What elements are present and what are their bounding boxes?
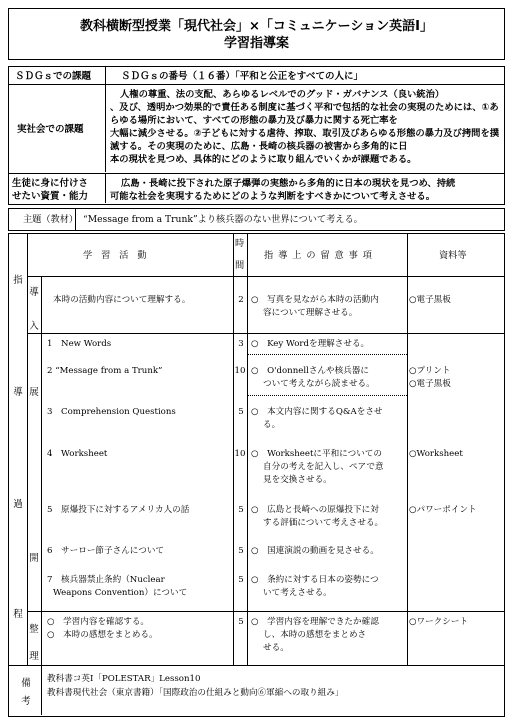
row-activity: 1 New Words (47, 339, 112, 349)
society-line-4: 本の現状を見つめ、具体的にどのように取り組んでいくかが課題である。 (110, 154, 417, 165)
row-time: 5 (238, 505, 244, 515)
row-activity: ○ 学習内容を確認する。 (47, 617, 150, 627)
remarks-label-2: 考 (21, 696, 31, 707)
row-note: する評価について考えさせる。 (263, 518, 384, 528)
label-intro-1: 導 (29, 287, 39, 298)
remarks-label-1: 備 (21, 678, 31, 689)
row-note: ○ 国連演説の動画を見させる。 (251, 546, 379, 556)
title-line2: 学習指導案 (223, 36, 289, 51)
label-dev-1: 展 (29, 387, 39, 398)
header-time-2: 間 (235, 260, 245, 271)
row-note: 見を交換させる。 (263, 475, 332, 485)
remarks-line-2: 教科書現代社会（東京書籍）「国際政治の仕組みと動向⑥軍縮への取り組み」 (47, 688, 344, 698)
ability-label-1: 生徒に身に付けさ (12, 178, 89, 189)
ability-row (8, 174, 505, 205)
row-note: ○ 本文内容に関するQ&Aをさせ (251, 407, 383, 417)
header-materials: 資料等 (439, 250, 467, 261)
society-line-1: 人権の尊重、法の支配、あらゆるレベルでのグッド・ガバナンス（良い統治） (120, 89, 445, 100)
label-tei: 程 (13, 609, 23, 620)
activity-table (8, 233, 505, 666)
row-note: せる。 (263, 643, 289, 653)
row-note: ついて考えながら読ませる。 (263, 379, 375, 389)
row-material: ○電子黒板 (409, 295, 451, 305)
theme-value: “Message from a Trunk”より核兵器のない世界について考える。 (83, 214, 363, 225)
row-activity: 6 サーロー節子さんについて (47, 546, 165, 556)
row-material: ○ワークシート (409, 617, 469, 627)
row-activity: Weapons Convention）について (53, 588, 188, 598)
remarks-row (8, 666, 505, 717)
sdgs-value: ＳＤＧｓの番号（１６番）「平和と公正をすべての人に」 (121, 71, 364, 82)
remarks-line-1: 教科書コ英Ⅰ「POLESTAR」Lesson10 (47, 674, 201, 684)
label-dev-2: 開 (29, 553, 39, 564)
row-note: ○ Worksheetに平和についての (251, 449, 382, 459)
society-text (110, 88, 500, 166)
row-activity: ○ 本時の感想をまとめる。 (47, 630, 158, 640)
row-activity: 本時の活動内容について理解する。 (53, 295, 191, 305)
row-time: 2 (238, 295, 244, 305)
row-material: ○パワーポイント (409, 505, 477, 515)
ability-label-2: せたい資質・能力 (12, 191, 89, 202)
row-note: ○ 学習内容を理解できたか確認 (251, 617, 379, 627)
title-box (8, 8, 505, 60)
row-time: 3 (238, 339, 244, 349)
row-note: 容について理解させる。 (263, 308, 358, 318)
row-note: ○ 条約に対する日本の姿勢につ (251, 575, 379, 585)
row-activity: 3 Comprehension Questions (47, 407, 176, 417)
row-material: ○電子黒板 (409, 379, 451, 389)
row-note: る。 (263, 420, 281, 430)
row-note: ○ Key Wordを理解させる。 (251, 339, 370, 349)
row-note: ○ 写真を見ながら本時の活動内 (251, 295, 379, 305)
row-time: 5 (238, 617, 244, 627)
header-notes: 指 導 上 の 留 意 事 項 (264, 250, 373, 261)
sdgs-row (8, 66, 505, 85)
label-intro-2: 入 (29, 321, 39, 332)
ability-line-1: 広島・長崎に投下された原子爆弾の実態から多角的に日本の現状を見つめ、持続 (121, 178, 456, 189)
society-line-3: 大幅に減少させる。②子どもに対する虐待、搾取、取引及びあらゆる形態の暴力及び拷問を撲滅する。その実現のために、広島・長崎の核兵器の被害から多角的に日 (110, 128, 500, 152)
label-ka: 過 (13, 499, 23, 510)
society-label: 実社会での課題 (17, 124, 84, 135)
row-time: 5 (238, 407, 244, 417)
row-note: いて考えさせる。 (263, 588, 332, 598)
row-note: 自分の考えを記入し、ペアで意 (263, 462, 384, 472)
title-line1: 教科横断型授業「現代社会」×「コミュニケーション英語Ⅰ」 (80, 19, 433, 34)
header-activity: 学 習 活 動 (83, 250, 150, 261)
row-note: ○ O'donnellさんや核兵器に (251, 366, 369, 376)
label-dou: 導 (13, 387, 23, 398)
row-material: ○プリント (409, 366, 451, 376)
ability-line-2: 可能な社会を実現するためにどのような判断をすべきかについて考えさせる。 (110, 191, 436, 202)
society-line-2: 、及び、透明かつ効果的で責任ある制度に基づく平和で包括的な社会の実現のためには、①あらゆる場所において、すべての形態の暴力及び暴力に関する死亡率を (110, 102, 499, 126)
row-time: 10 (234, 366, 246, 376)
row-activity: 2 “Message from a Trunk” (47, 366, 163, 376)
row-note: し、本時の感想をまとめさ (263, 630, 367, 640)
row-note: ○ 広島と長崎への原爆投下に対 (251, 505, 379, 515)
society-issue-row (8, 85, 505, 174)
label-shi: 指 (13, 275, 23, 286)
theme-row (8, 208, 505, 231)
label-sum-2: 理 (29, 651, 39, 662)
header-time-1: 時 (235, 238, 245, 249)
label-sum-1: 整 (29, 624, 39, 635)
row-time: 5 (238, 575, 244, 585)
theme-label: 主題（教材） (23, 214, 79, 225)
row-activity: 7 核兵器禁止条約（Nuclear (47, 575, 165, 585)
row-activity: 5 原爆投下に対するアメリカ人の話 (47, 505, 190, 515)
sdgs-label: ＳＤＧｓでの課題 (15, 71, 92, 82)
row-activity: 4 Worksheet (47, 449, 108, 459)
row-material: ○Worksheet (409, 449, 463, 459)
row-time: 10 (234, 449, 246, 459)
row-time: 5 (238, 546, 244, 556)
